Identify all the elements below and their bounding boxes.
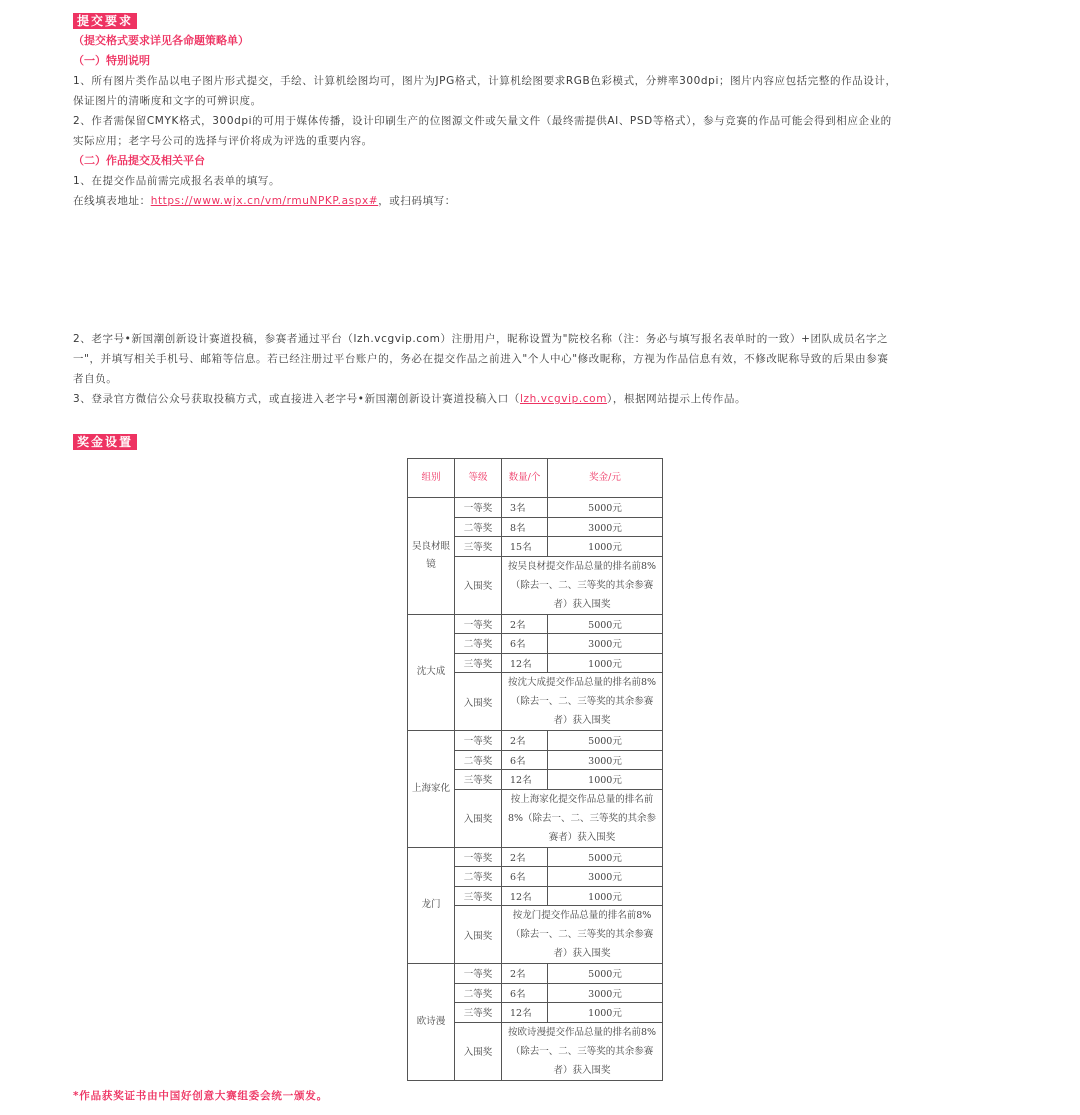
prize-count: 6名	[502, 867, 548, 887]
prize-level: 二等奖	[455, 867, 502, 887]
prize-level: 一等奖	[455, 847, 502, 867]
platform-heading: （二）作品提交及相关平台	[73, 154, 205, 167]
prize-count: 6名	[502, 750, 548, 770]
prize-level: 二等奖	[455, 983, 502, 1003]
entry-level: 入围奖	[455, 789, 502, 847]
prize-level: 二等奖	[455, 634, 502, 654]
group-name: 上海家化	[408, 731, 455, 848]
entry-description: 按龙门提交作品总量的排名前8%（除去一、二、三等奖的其余参赛者）获入围奖	[502, 906, 663, 964]
prize-table	[407, 458, 663, 1081]
prize-amount: 1000元	[548, 653, 663, 673]
entry-description: 按欧诗漫提交作品总量的排名前8%（除去一、二、三等奖的其余参赛者）获入围奖	[502, 1022, 663, 1080]
prize-amount: 1000元	[548, 1003, 663, 1023]
platform-p3	[73, 389, 1008, 409]
prize-level: 二等奖	[455, 750, 502, 770]
prize-level: 二等奖	[455, 517, 502, 537]
prize-count: 2名	[502, 964, 548, 984]
prize-count: 6名	[502, 983, 548, 1003]
special-p1-line1: 1、所有图片类作品以电子图片形式提交，手绘、计算机绘图均可，图片为JPG格式，计算机绘图要求RGB色彩模式，分辨率300dpi；图片内容应包括完整的作品设计，	[73, 75, 897, 87]
prize-count: 2名	[502, 731, 548, 751]
prize-amount: 1000元	[548, 770, 663, 790]
prize-table-header	[408, 459, 663, 498]
prize-count: 2名	[502, 847, 548, 867]
group-name: 龙门	[408, 847, 455, 964]
entry-level: 入围奖	[455, 906, 502, 964]
prize-level: 一等奖	[455, 964, 502, 984]
prize-count: 12名	[502, 770, 548, 790]
prize-amount: 1000元	[548, 537, 663, 557]
special-p2-line2: 实际应用；老字号公司的选择与评价将成为评选的重要内容。	[73, 135, 373, 147]
section-title-submit: 提交要求	[73, 13, 137, 29]
entry-level: 入围奖	[455, 673, 502, 731]
platform-p1: 1、在提交作品前需完成报名表单的填写。	[73, 175, 281, 187]
table-row	[408, 964, 663, 984]
prize-amount: 5000元	[548, 614, 663, 634]
prize-level: 一等奖	[455, 731, 502, 751]
header-count: 数量/个	[502, 459, 548, 498]
platform-link[interactable]: lzh.vcgvip.com	[519, 393, 608, 405]
table-row	[408, 498, 663, 518]
submit-subtitle: （提交格式要求详见各命题策略单）	[73, 34, 249, 47]
group-name: 沈大成	[408, 614, 455, 731]
prize-count: 2名	[502, 614, 548, 634]
prize-amount: 3000元	[548, 517, 663, 537]
special-p2-line1: 2、作者需保留CMYK格式，300dpi的可用于媒体传播，设计印刷生产的位图源文件或矢量文件（最终需提供AI、PSD等格式），参与竞赛的作品可能会得到相应企业的	[73, 115, 892, 127]
section-title-prize: 奖金设置	[73, 434, 137, 450]
prize-count: 3名	[502, 498, 548, 518]
prize-count: 12名	[502, 1003, 548, 1023]
prize-amount: 3000元	[548, 867, 663, 887]
prize-amount: 5000元	[548, 731, 663, 751]
special-p1-line2: 保证图片的清晰度和文字的可辨识度。	[73, 95, 262, 107]
table-row	[408, 731, 663, 751]
platform-p2-line1: 2、老字号•新国潮创新设计赛道投稿，参赛者通过平台（lzh.vcgvip.com）注册用户，昵称设置为"院校名称（注：务必与填写报名表单时的一致）+团队成员名字之	[73, 333, 889, 345]
platform-p3-prefix: 3、登录官方微信公众号获取投稿方式，或直接进入老字号•新国潮创新设计赛道投稿入口（	[73, 393, 520, 405]
prize-count: 6名	[502, 634, 548, 654]
entry-level: 入围奖	[455, 1022, 502, 1080]
prize-count: 15名	[502, 537, 548, 557]
group-name: 欧诗漫	[408, 964, 455, 1081]
prize-amount: 5000元	[548, 964, 663, 984]
prize-amount: 1000元	[548, 886, 663, 906]
prize-count: 12名	[502, 886, 548, 906]
online-form-link[interactable]: https://www.wjx.cn/vm/rmuNPKP.aspx#	[150, 195, 379, 207]
qr-code-area	[73, 211, 1008, 329]
prize-level: 三等奖	[455, 537, 502, 557]
prize-amount: 3000元	[548, 750, 663, 770]
online-form-line	[73, 191, 1008, 211]
prize-amount: 3000元	[548, 634, 663, 654]
prize-amount: 5000元	[548, 498, 663, 518]
entry-description: 按吴良材提交作品总量的排名前8%（除去一、二、三等奖的其余参赛者）获入围奖	[502, 556, 663, 614]
entry-level: 入围奖	[455, 556, 502, 614]
prize-count: 8名	[502, 517, 548, 537]
prize-amount: 5000元	[548, 847, 663, 867]
platform-p2-line3: 者自负。	[73, 373, 118, 385]
platform-p3-suffix: ），根据网站提示上传作品。	[607, 393, 747, 405]
footnote: *作品获奖证书由中国好创意大赛组委会统一颁发。	[73, 1090, 328, 1102]
submit-section	[73, 10, 1008, 450]
table-row	[408, 847, 663, 867]
online-prefix: 在线填表地址：	[73, 195, 151, 207]
table-row	[408, 614, 663, 634]
header-level: 等级	[455, 459, 502, 498]
prize-level: 三等奖	[455, 886, 502, 906]
prize-amount: 3000元	[548, 983, 663, 1003]
special-heading: （一）特别说明	[73, 54, 150, 67]
header-group: 组别	[408, 459, 455, 498]
prize-level: 一等奖	[455, 498, 502, 518]
prize-level: 一等奖	[455, 614, 502, 634]
group-name: 吴良材眼镜	[408, 498, 455, 615]
entry-description: 按上海家化提交作品总量的排名前8%（除去一、二、三等奖的其余参赛者）获入围奖	[502, 789, 663, 847]
prize-level: 三等奖	[455, 770, 502, 790]
prize-level: 三等奖	[455, 653, 502, 673]
prize-table-body	[408, 498, 663, 1081]
entry-description: 按沈大成提交作品总量的排名前8%（除去一、二、三等奖的其余参赛者）获入围奖	[502, 673, 663, 731]
prize-count: 12名	[502, 653, 548, 673]
platform-p2-line2: 一"，并填写相关手机号、邮箱等信息。若已经注册过平台账户的，务必在提交作品之前进入"个人中心"修改昵称，方视为作品信息有效，不修改昵称导致的后果由参赛	[73, 353, 889, 365]
header-amount: 奖金/元	[548, 459, 663, 498]
online-suffix: ，或扫码填写：	[378, 195, 456, 207]
prize-level: 三等奖	[455, 1003, 502, 1023]
